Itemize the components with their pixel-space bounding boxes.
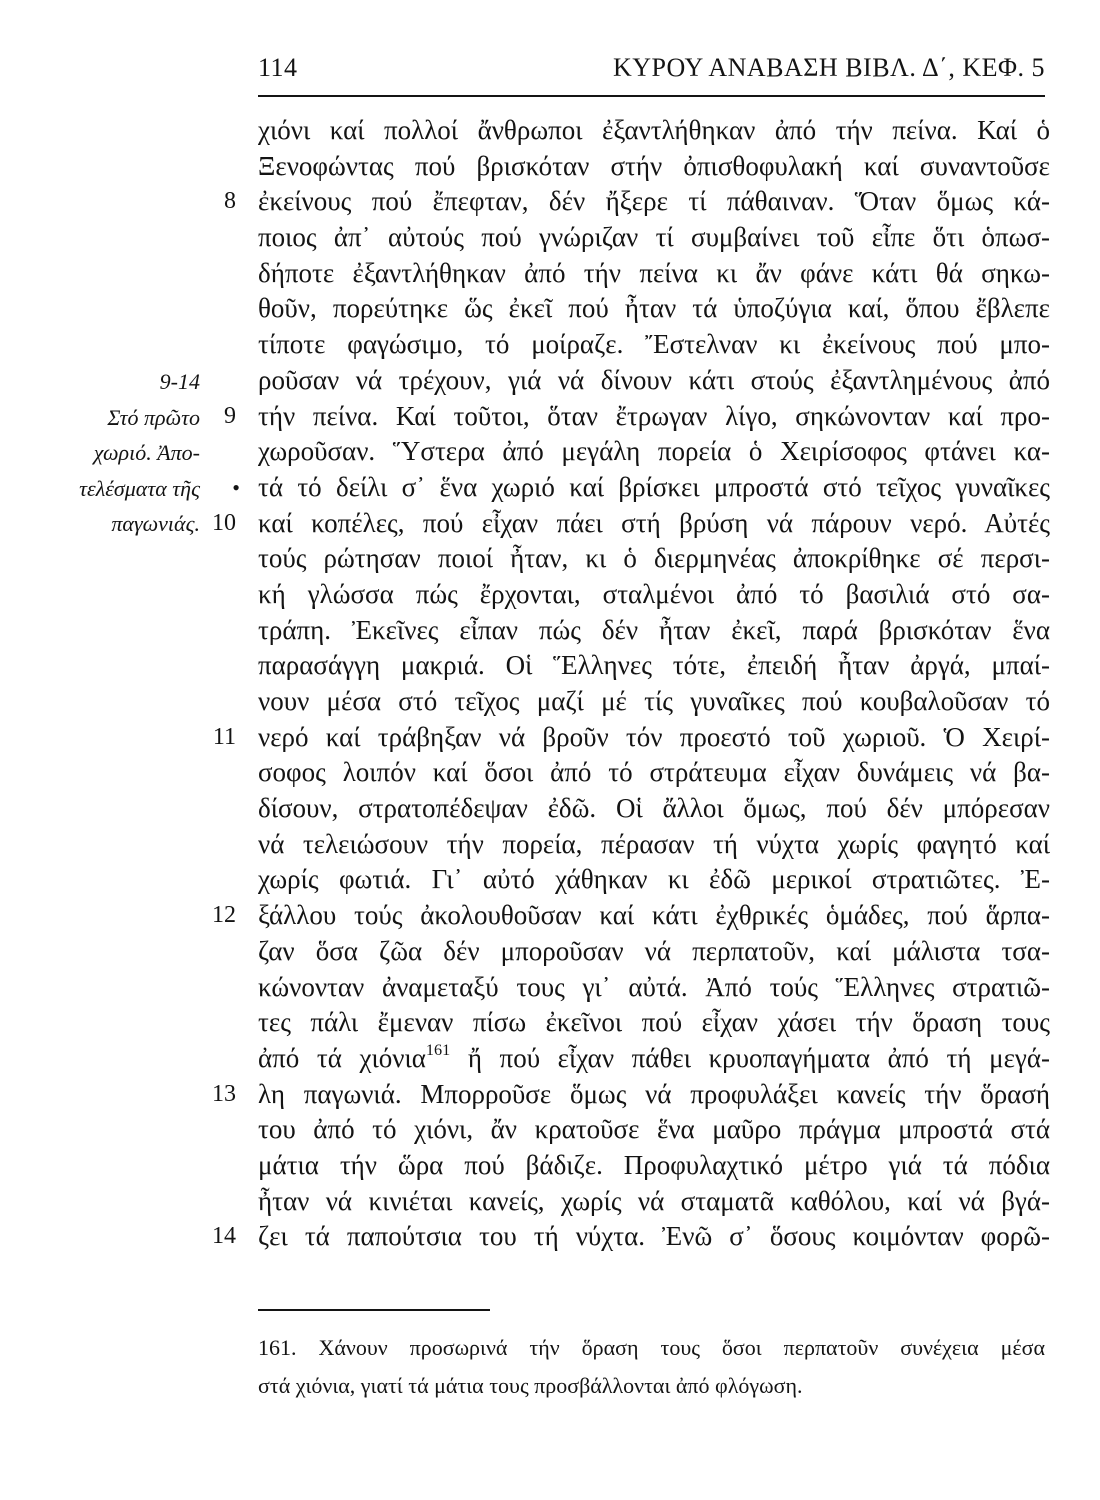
footnote-line: στά χιόνια, γιατί τά μάτια τους προσβάλλονται ἀπό φλόγωση.	[258, 1373, 803, 1398]
text-line	[200, 684, 1050, 720]
line-text: τήν πείνα. Καί τοῦτοι, ὅταν ἔτρωγαν λίγο, σηκώνονταν καί προ-	[258, 400, 1050, 431]
footnote-separator	[258, 1309, 490, 1311]
margin-note	[40, 364, 200, 542]
text-line	[200, 363, 1050, 399]
text-line	[200, 1077, 1050, 1113]
text-line	[200, 434, 1050, 470]
line-text: νά τελειώσουν τήν πορεία, πέρασαν τή νύχτα χωρίς φαγητό καί	[258, 828, 1050, 859]
line-text	[258, 1041, 1050, 1077]
text-line	[200, 613, 1050, 649]
line-text: τίποτε φαγώσιμο, τό μοίραζε. Ἔστελναν κι ἐκείνους πού μπο-	[258, 329, 1050, 360]
text-line	[200, 470, 1050, 506]
text-line	[200, 149, 1050, 185]
text-line	[200, 1219, 1050, 1255]
line-text: τά τό δείλι σ᾿ ἕνα χωριό καί βρίσκει μπροστά στό τεῖχος γυναῖκες	[258, 471, 1050, 502]
text-line	[200, 720, 1050, 756]
text-line	[200, 256, 1050, 292]
text-line	[200, 934, 1050, 970]
text-line	[200, 506, 1050, 542]
line-text: νουν μέσα στό τεῖχος μαζί μέ τίς γυναῖκες πού κουβαλοῦσαν τό	[258, 686, 1050, 716]
margin-note-line: Στό πρῶτο	[107, 404, 200, 430]
margin-note-line: τελέσματα τῆς	[79, 475, 200, 501]
text-line	[200, 399, 1050, 435]
line-text: δήποτε ἐξαντλήθηκαν ἀπό τήν πείνα κι ἄν φάνε κάτι θά σηκω-	[258, 257, 1050, 288]
line-text: θοῦν, πορεύτηκε ὥς ἐκεῖ πού ἦταν τά ὑποζύγια καί, ὅπου ἔβλεπε	[258, 293, 1050, 324]
text-line	[200, 541, 1050, 577]
line-number: 13	[212, 1080, 236, 1107]
line-text: νερό καί τράβηξαν νά βροῦν τόν προεστό τοῦ χωριοῦ. Ὁ Χειρί-	[258, 721, 1050, 752]
text-line	[200, 220, 1050, 256]
line-text: καί κοπέλες, πού εἶχαν πάει στή βρύση νά πάρουν νερό. Αὐτές	[258, 507, 1050, 538]
text-line	[200, 291, 1050, 327]
text-line	[200, 113, 1050, 149]
line-number: 12	[212, 902, 236, 929]
line-text: λη παγωνιά. Μπορροῦσε ὅμως νά προφυλάξει κανείς τήν ὅρασή	[258, 1078, 1050, 1109]
line-text: ἦταν νά κινιέται κανείς, χωρίς νά σταματᾶ καθόλου, καί νά βγά-	[258, 1185, 1050, 1216]
running-title: ΚΥΡΟΥ ΑΝΑΒΑΣΗ ΒΙΒΛ. Δ΄, ΚΕΦ. 5	[612, 53, 1045, 82]
line-number: 9	[224, 402, 236, 429]
text-line	[200, 1112, 1050, 1148]
line-text: ποιος ἀπ᾿ αὐτούς πού γνώριζαν τί συμβαίνει τοῦ εἶπε ὅτι ὁπωσ-	[258, 222, 1050, 253]
text-line	[200, 862, 1050, 898]
line-text: ροῦσαν νά τρέχουν, γιά νά δίνουν κάτι στούς ἐξαντλημένους ἀπό	[258, 364, 1050, 395]
text-line	[200, 755, 1050, 791]
footnote-reference: 161	[425, 1040, 451, 1059]
margin-bullet: •	[232, 474, 240, 500]
line-number: 8	[224, 188, 236, 215]
running-header	[258, 48, 1045, 88]
margin-note-line: χωριό. Ἀπο-	[93, 440, 200, 465]
line-text: χωροῦσαν. Ὕστερα ἀπό μεγάλη πορεία ὁ Χειρίσοφος φτάνει κα-	[258, 436, 1050, 467]
line-text: τες πάλι ἔμεναν πίσω ἐκεῖνοι πού εἶχαν χάσει τήν ὅραση τους	[258, 1007, 1050, 1038]
line-text: Ξενοφώντας πού βρισκόταν στήν ὀπισθοφυλακή καί συναντοῦσε	[258, 150, 1050, 181]
text-line	[200, 577, 1050, 613]
text-line	[200, 791, 1050, 827]
page-number: 114	[258, 53, 298, 82]
line-text: παρασάγγη μακριά. Οἱ Ἕλληνες τότε, ἐπειδή ἦταν ἀργά, μπαί-	[258, 650, 1050, 681]
line-text: τούς ρώτησαν ποιοί ἦταν, κι ὁ διερμηνέας ἀποκρίθηκε σέ περσι-	[258, 543, 1050, 574]
text-line	[200, 898, 1050, 934]
text-line	[200, 827, 1050, 863]
line-text: ἐκείνους πού ἔπεφταν, δέν ἤξερε τί πάθαιναν. Ὅταν ὅμως κά-	[258, 186, 1050, 217]
text-line	[200, 970, 1050, 1006]
line-number: 11	[212, 723, 236, 750]
text-line	[200, 1184, 1050, 1220]
line-text: ζαν ὅσα ζῶα δέν μποροῦσαν νά περπατοῦν, καί μάλιστα τσα-	[258, 935, 1050, 966]
header-rule	[258, 95, 1045, 97]
line-text: δίσουν, στρατοπέδεψαν ἐδῶ. Οἱ ἄλλοι ὅμως, πού δέν μπόρεσαν	[258, 793, 1050, 824]
text-line	[200, 648, 1050, 684]
line-text: του ἀπό τό χιόνι, ἄν κρατοῦσε ἕνα μαῦρο πράγμα μπροστά στά	[258, 1114, 1050, 1145]
text-line	[200, 1005, 1050, 1041]
line-text-start: ἀπό τά χιόνια	[258, 1042, 426, 1073]
margin-note-range: 9-14	[159, 369, 200, 394]
line-number: 14	[212, 1223, 236, 1250]
text-line	[200, 184, 1050, 220]
margin-note-line: παγωνιάς.	[111, 511, 200, 536]
text-line	[200, 1041, 1050, 1077]
text-line	[200, 1148, 1050, 1184]
line-text: ξάλλου τούς ἀκολουθοῦσαν καί κάτι ἐχθρικές ὁμάδες, πού ἅρπα-	[258, 900, 1050, 931]
footnote-line: 161. Χάνουν προσωρινά τήν ὅραση τους ὅσοι περπατοῦν συνέχεια μέσα	[258, 1335, 1045, 1360]
line-number: 10	[212, 509, 236, 536]
main-text	[200, 113, 1050, 1255]
line-text: χιόνι καί πολλοί ἄνθρωποι ἐξαντλήθηκαν ἀπό τήν πείνα. Καί ὁ	[258, 115, 1050, 145]
line-text: κή γλώσσα πώς ἔρχονται, σταλμένοι ἀπό τό βασιλιά στό σα-	[258, 578, 1050, 609]
line-text: κώνονταν ἀναμεταξύ τους γι᾿ αὐτά. Ἀπό τούς Ἕλληνες στρατιῶ-	[258, 971, 1050, 1002]
line-text: μάτια τήν ὥρα πού βάδιζε. Προφυλαχτικό μέτρο γιά τά πόδια	[258, 1149, 1050, 1180]
text-line	[200, 327, 1050, 363]
line-text: τράπη. Ἐκεῖνες εἶπαν πώς δέν ἦταν ἐκεῖ, παρά βρισκόταν ἕνα	[258, 614, 1050, 645]
line-text: σοφος λοιπόν καί ὅσοι ἀπό τό στράτευμα εἶχαν δυνάμεις νά βα-	[258, 757, 1050, 788]
footnote	[258, 1329, 1045, 1405]
line-text: ζει τά παπούτσια του τή νύχτα. Ἐνῶ σ᾿ ὅσους κοιμόνταν φορῶ-	[258, 1221, 1050, 1252]
line-text: χωρίς φωτιά. Γι᾿ αὐτό χάθηκαν κι ἐδῶ μερικοί στρατιῶτες. Ἐ-	[258, 864, 1050, 895]
line-text-end: ἤ πού εἶχαν πάθει κρυοπαγήματα ἀπό τή μεγά-	[450, 1042, 1051, 1073]
